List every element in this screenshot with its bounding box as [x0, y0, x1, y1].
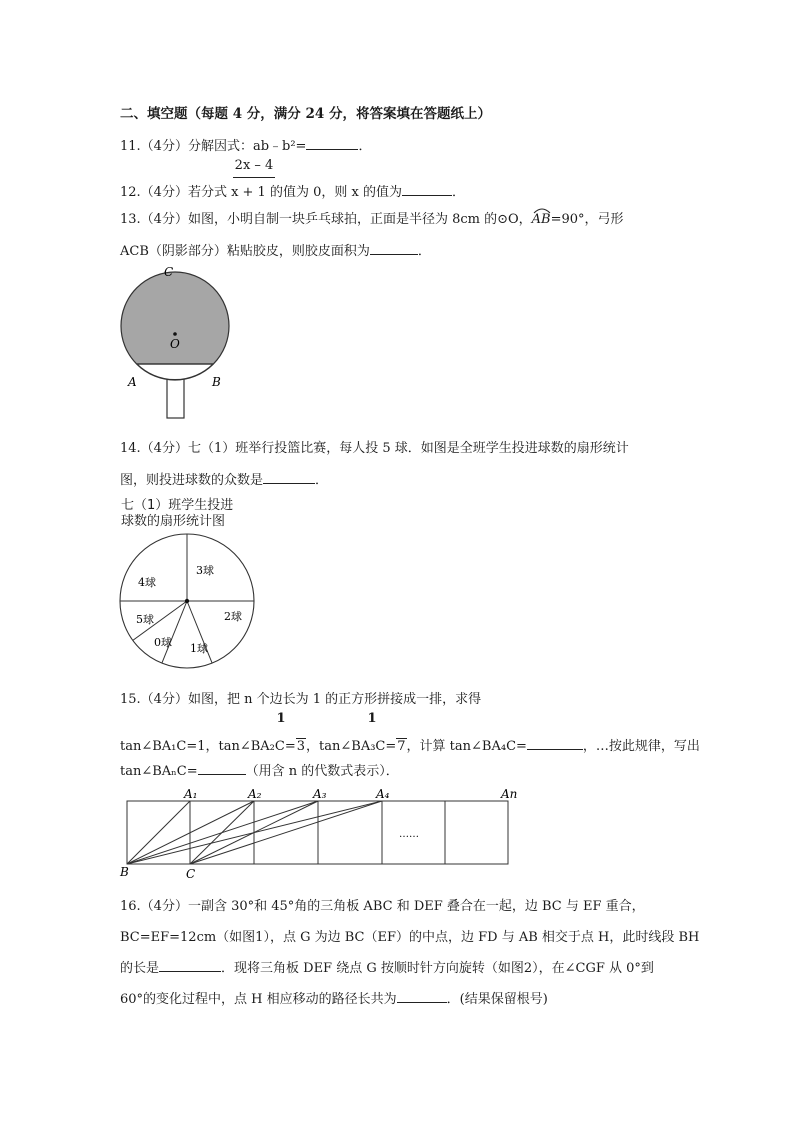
- q15-blank-1[interactable]: [527, 737, 583, 750]
- q16-line4-b: ．(结果保留根号): [446, 992, 548, 1007]
- question-13-line-2: [120, 240, 431, 259]
- q11-text: 11.（4分）分解因式：ab﹣b²=: [120, 139, 307, 154]
- question-15-line-3: [120, 760, 399, 779]
- question-14-line-1: 14.（4分）七（1）班举行投篮比赛，每人投 5 球．如图是全班学生投进球数的扇形统计: [120, 441, 629, 456]
- pie-label-5: 5球: [136, 613, 154, 626]
- q16-line3-a: 的长是: [120, 961, 160, 976]
- q13-line1-prefix: 13.（4分）如图，小明自制一块乒乓球拍，正面是半径为 8cm 的⊙O，: [120, 212, 532, 227]
- pie-label-0: 0球: [154, 636, 172, 649]
- q13-line2-prefix: ACB（阴影部分）粘贴胶皮，则胶皮面积为: [120, 244, 370, 259]
- question-14-line-2: [120, 469, 328, 488]
- q13-arc-label: AB: [531, 212, 551, 227]
- label-c: C: [186, 867, 196, 880]
- q15-line2-a: tan∠BA₁C=1，tan∠BA₂C=: [120, 739, 296, 754]
- q16-line4-a: 60°的变化过程中，点 H 相应移动的路径长共为: [120, 992, 397, 1007]
- q15-line2-c: ，计算 tan∠BA₄C=: [406, 739, 527, 754]
- q13-blank[interactable]: [370, 242, 418, 255]
- question-15-line-1: 15.（4分）如图，把 n 个边长为 1 的正方形拼接成一排，求得: [120, 692, 482, 707]
- line-c-a2: [190, 801, 254, 864]
- q15-squares-figure: [114, 786, 528, 880]
- pie-chart-title-line-2: 球数的扇形统计图: [121, 514, 226, 529]
- pie-chart: [116, 528, 264, 674]
- q12-middle: 的值为 0，则 x 的值为: [269, 185, 402, 200]
- question-16-line-2: BC=EF=12cm（如图1），点 G 为边 BC（EF）的中点，边 FD 与 AB 相交于点 H，此时线段 BH: [120, 930, 700, 945]
- arc-symbol-icon: [533, 206, 551, 214]
- q12-fraction-numerator: 2x – 4: [234, 158, 274, 173]
- q15-line3-b: （用含 n 的代数式表示）．: [245, 764, 399, 779]
- q12-suffix: ．: [451, 185, 465, 200]
- question-16-line-3: [120, 957, 654, 976]
- label-b: B: [212, 375, 221, 389]
- q13-line1-suffix: =90°，弓形: [550, 212, 624, 227]
- question-11: [120, 135, 371, 154]
- paddle-handle: [167, 374, 184, 418]
- label-dots: ……: [399, 829, 419, 840]
- q15-blank-2[interactable]: [198, 762, 246, 775]
- pie-label-4: 4球: [138, 576, 156, 589]
- q13-arc-ab: [532, 212, 551, 227]
- question-15-line-2: [120, 735, 700, 754]
- question-16-line-1: 16.（4分）一副含 30°和 45°角的三角板 ABC 和 DEF 叠合在一起，边 BC 与 EF 重合，: [120, 899, 645, 914]
- question-16-line-4: [120, 988, 548, 1007]
- q15-line2-b: ，tan∠BA₃C=: [306, 739, 397, 754]
- label-a1: A₁: [184, 787, 198, 801]
- label-a: A: [128, 375, 137, 389]
- question-13-line-1: [120, 208, 624, 227]
- q13-line2-suffix: ．: [417, 244, 431, 259]
- pie-center: [185, 599, 189, 603]
- center-point-o: [173, 332, 177, 336]
- line-b-a1: [127, 801, 190, 864]
- label-a4: A₄: [376, 787, 390, 801]
- q15-line2-d: ，…按此规律，写出: [582, 739, 700, 754]
- q11-suffix: ．: [358, 139, 372, 154]
- pie-label-1: 1球: [190, 642, 208, 655]
- pie-label-3: 3球: [196, 564, 214, 577]
- q16-blank-1[interactable]: [159, 959, 221, 972]
- q16-line3-b: ．现将三角板 DEF 绕点 G 按顺时针方向旋转（如图2），在∠CGF 从 0°到: [221, 961, 654, 976]
- line-c-a4: [190, 801, 382, 864]
- q12-prefix: 12.（4分）若分式: [120, 185, 227, 200]
- paddle-segment-white: [137, 364, 213, 380]
- section-title: 二、填空题（每题 4 分，满分 24 分，将答案填在答题纸上）: [120, 106, 491, 122]
- label-c: C: [164, 265, 174, 279]
- q14-line2-suffix: ．: [315, 473, 329, 488]
- q12-blank[interactable]: [402, 183, 452, 196]
- label-b: B: [120, 865, 129, 879]
- label-a3: A₃: [313, 787, 327, 801]
- q15-frac1-den: 3: [296, 739, 306, 754]
- q14-line2-prefix: 图，则投进球数的众数是: [120, 473, 264, 488]
- q15-line3-a: tan∠BAₙC=: [120, 764, 198, 779]
- q13-paddle-figure: [112, 262, 240, 424]
- q12-fraction-bar: [233, 177, 275, 178]
- question-12: [120, 181, 465, 200]
- pie-chart-title-line-1: 七（1）班学生投进: [121, 498, 234, 513]
- label-o: O: [170, 337, 180, 351]
- q14-blank[interactable]: [263, 471, 315, 484]
- q12-fraction-denominator: x + 1: [231, 185, 266, 200]
- label-an: An: [501, 787, 518, 801]
- q16-blank-2[interactable]: [397, 990, 447, 1003]
- q11-blank[interactable]: [306, 137, 358, 150]
- q15-frac2-num: 1: [367, 711, 377, 726]
- pie-label-2: 2球: [224, 610, 242, 623]
- q15-frac2-den: 7: [397, 739, 406, 754]
- q15-frac1-num: 1: [276, 711, 286, 726]
- label-a2: A₂: [248, 787, 262, 801]
